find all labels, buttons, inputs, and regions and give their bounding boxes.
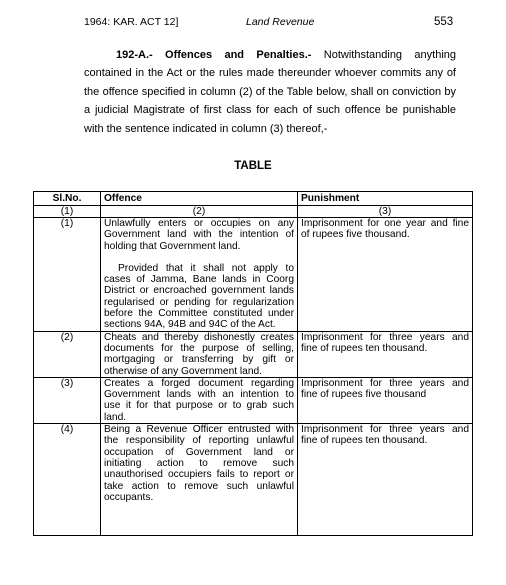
header-punishment: Punishment — [298, 192, 473, 206]
section-paragraph — [84, 46, 456, 138]
section-heading: 192-A.- Offences and Penalties.- — [116, 49, 312, 61]
table-row — [34, 424, 473, 536]
row-sl-no: (3) — [34, 377, 101, 423]
proviso-text: Provided that it shall not apply to cases of Jamma, Bane lands in Coorg District or encroached government lands regularised or pending for regularization before the Committee constituted under sections 94A, 94B and 94C of the Act. — [104, 262, 294, 331]
column-number: (2) — [101, 206, 298, 218]
column-number: (1) — [34, 206, 101, 218]
row-punishment: Imprisonment for three years and fine of rupees ten thousand. — [298, 424, 473, 536]
section-text: Notwithstanding anything contained in the Act or the rules made thereunder whoever commits any of the offence specified in column (2) of the Table below, shall on conviction by a judicial Magistrate of first class for each of such offence be punishable with the sentence indicated in column (3) thereof,- — [84, 49, 456, 135]
row-sl-no: (4) — [34, 424, 101, 536]
column-number-row — [34, 206, 473, 218]
row-punishment: Imprisonment for three years and fine of rupees ten thousand. — [298, 331, 473, 377]
page-header — [0, 16, 506, 32]
offences-table — [33, 191, 473, 536]
running-title: Land Revenue — [246, 16, 315, 28]
act-reference: 1964: KAR. ACT 12] — [84, 16, 179, 28]
row-offence: Creates a forged document regarding Government lands with an intention to use it for that purpose or to grab such land. — [101, 377, 298, 423]
table-row — [34, 331, 473, 377]
row-punishment: Imprisonment for three years and fine of rupees five thousand — [298, 377, 473, 423]
column-number: (3) — [298, 206, 473, 218]
header-sl-no: Sl.No. — [34, 192, 101, 206]
row-offence — [101, 218, 298, 332]
row-punishment: Imprisonment for one year and fine of rupees five thousand. — [298, 218, 473, 332]
row-sl-no: (2) — [34, 331, 101, 377]
table-row — [34, 377, 473, 423]
page-number: 553 — [434, 16, 454, 28]
table-row — [34, 218, 473, 332]
header-offence: Offence — [101, 192, 298, 206]
offence-text: Unlawfully enters or occupies on any Government land with the intention of holding that Government land. — [104, 218, 294, 252]
row-offence: Cheats and thereby dishonestly creates documents for the purpose of selling, mortgaging or transferring by gift or otherwise of any Government land. — [101, 331, 298, 377]
row-sl-no: (1) — [34, 218, 101, 332]
table-title: TABLE — [234, 160, 272, 172]
table-header-row — [34, 192, 473, 206]
row-offence: Being a Revenue Officer entrusted with the responsibility of reporting unlawful occupation of Government land or initiating action to remove such unauthorised occupiers fails to report or take action to remove such unlawful occupants. — [101, 424, 298, 536]
